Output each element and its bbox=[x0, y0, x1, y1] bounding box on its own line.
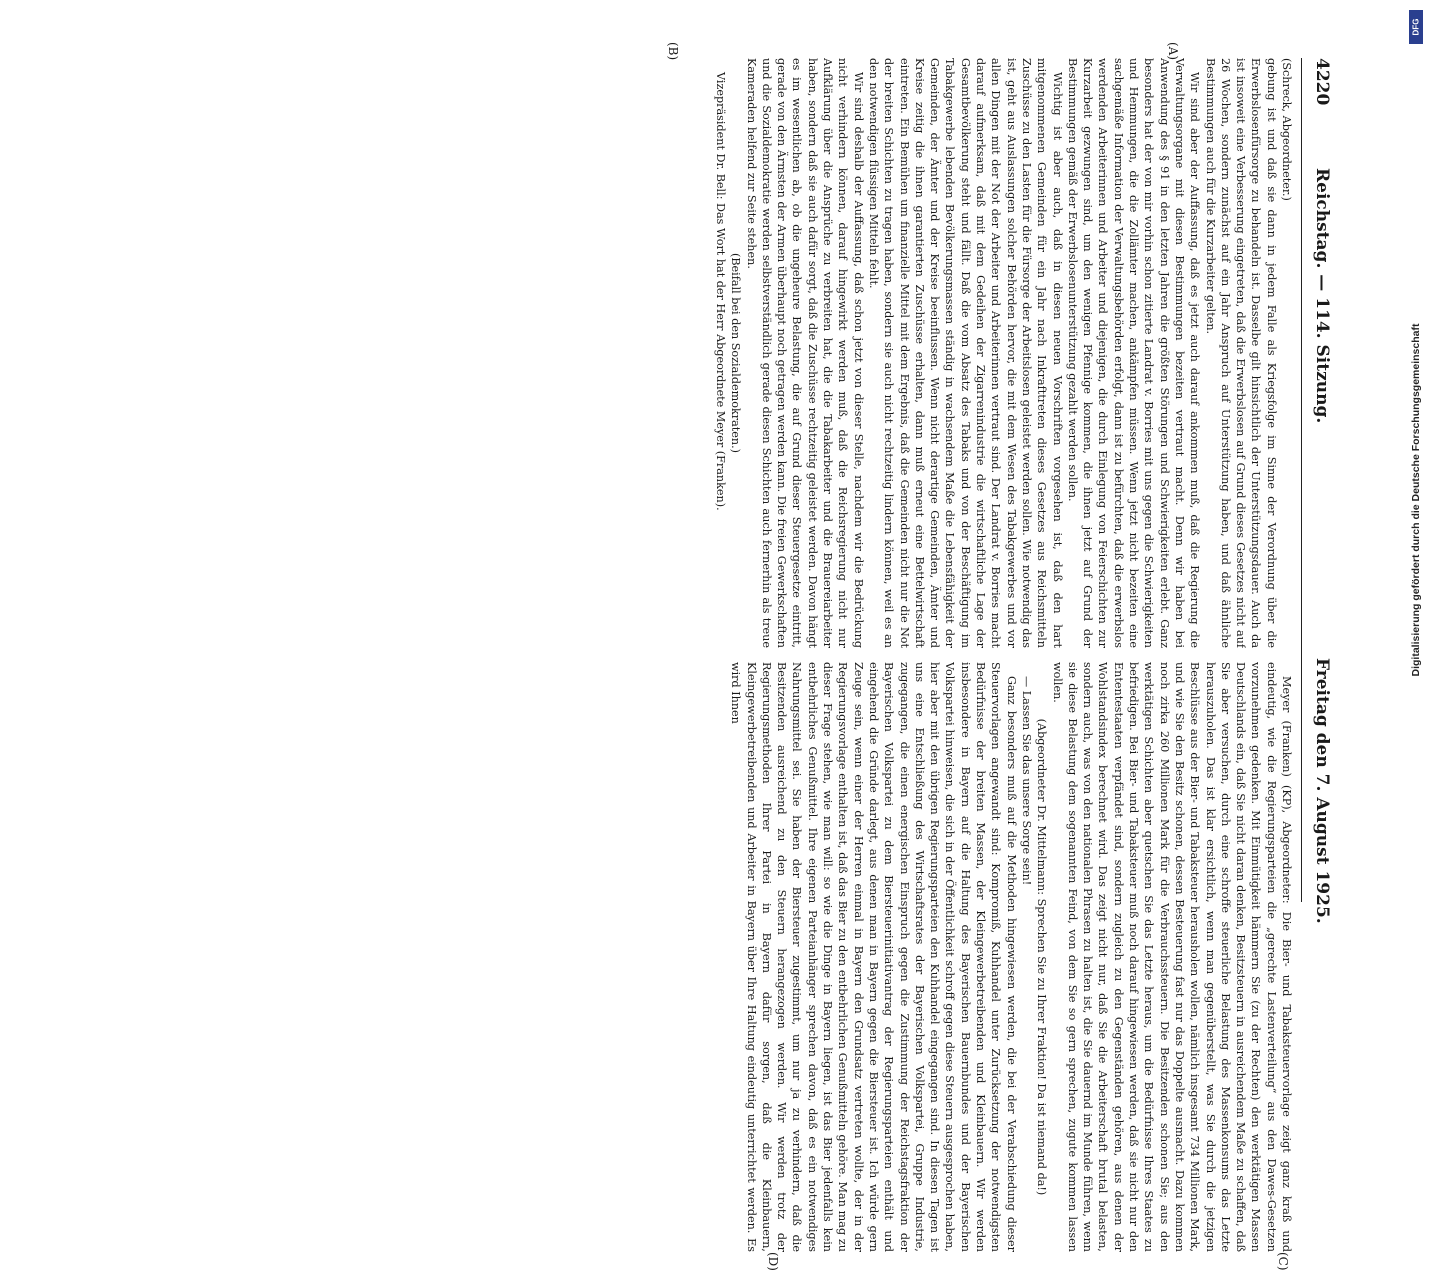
margin-marker-d: (D) bbox=[766, 1252, 780, 1271]
paragraph: Meyer (Franken) (KP), Abgeordneter: Die Bier- und Tabaksteuervorlage zeigt ganz kraß und eindeutig, wie die Regierungsparteien die „gerechte Lastenverteilung“ aus den Dawes-Gesetzen vorzunehmen gedenken. Mit Einmütigkeit hämmern Sie (zu der Rechten) den werktätigen Massen Deutschlands ein, daß Sie nicht daran denken, Besitzsteuern in ausreichendem Maße zu schaffen, daß Sie aber versuchen, durch eine schroffe steuerliche Belastung des Massenkonsums das Letzte herauszuholen. Das ist klar ersichtlich, wenn man gegenüberstellt, was Sie durch die jetzigen Beschlüsse aus der Bier- und Tabaksteuer herausholen wollen, nämlich insgesamt 734 Millionen Mark, und wie Sie den Besitz schonen, dessen Besteuerung fast nur das Doppelte ausmacht. Dazu kommen noch zirka 260 Millionen Mark für die Verbrauchssteuern. Die Besitzenden schonen Sie; aus den werktätigen Schichten aber quetschen Sie das Letzte heraus, um die Bedürfnisse Ihres Staates zu befriedigen. Bei Bier- und Tabaksteuer muß noch darauf hingewiesen werden, daß sie nicht nur den Ententestaaten verpfändet sind, sondern zugleich zu den Gegenständen gehören, aus denen der Wohlstandsindex berechnet wird. Das zeigt nicht nur, daß Sie die Arbeiterschaft brutal belasten, sondern auch, was von den nationalen Phrasen zu halten ist, die Sie dauernd im Munde führen, wenn sie diese Belastung dem sogenannten Feind, von dem Sie so gern sprechen, zugute kommen lassen wollen. bbox=[1050, 662, 1293, 1252]
interjection: (Abgeordneter Dr. Mittelmann: Sprechen Sie zu Ihrer Fraktion! Da ist niemand da!) bbox=[1035, 718, 1049, 1196]
margin-marker-c: (C) bbox=[1276, 1252, 1290, 1271]
header-rule bbox=[1301, 58, 1302, 902]
paragraph: Wir sind aber der Auffassung, daß es jetzt auch darauf ankommen muß, daß die Regierung die Verwaltungsorgane mit diesen Bestimmungen bezeiten vertraut macht. Denn wir haben bei Anwendung des § 91 in den letzten Jahren die größten Störungen und Schwierigkeiten erlebt. Ganz besonders hat der von mir vorhin schon zitierte Landrat v. Borries mit uns gegen die Schwierigkeiten und Hemmungen, die die Zollämter machen, ankämpfen müssen. Wenn jetzt nicht bezeiten eine sachgemäße Information der Verwaltungsbehörden erfolgt, dann ist zu befürchten, daß die erwerbslos werdenden Arbeiterinnen und Arbeiter und diejenigen, die durch Einlegung von Feierschichten zur Kurzarbeit gezwungen sind, um den wenigen Pfennige kommen, die ihnen jetzt auf Grund der Bestimmungen gemäß der Erwerbslosenunterstützung gezahlt werden sollen. bbox=[1065, 58, 1202, 648]
right-column bbox=[120, 662, 1294, 1252]
page-number: 4220 bbox=[1312, 58, 1332, 106]
applause-note: (Beifall bei den Sozialdemokraten.) bbox=[729, 252, 743, 454]
paragraph: Vizepräsident Dr. Bell: Das Wort hat der Herr Abgeordnete Meyer (Franken). bbox=[714, 72, 728, 511]
margin-marker-a: (A) bbox=[1166, 42, 1180, 61]
margin-marker-b: (B) bbox=[666, 42, 680, 61]
paragraph: — Lassen Sie das unsere Sorge sein! bbox=[1019, 676, 1033, 886]
digitization-credit: Digitalisierung gefördert durch die Deutsche Forschungsgemeinschaft bbox=[1410, 323, 1422, 677]
left-column bbox=[120, 58, 1294, 648]
header-title-right: Freitag den 7. August 1925. bbox=[1312, 658, 1332, 924]
rotated-page bbox=[100, 40, 1340, 1271]
paragraph: Wir sind deshalb der Auffassung, daß schon jetzt von dieser Stelle, nachdem wir die Bedrückung nicht verhindern können, darauf hingewirkt werden muß, daß die Reichsregierung nicht nur Aufklärung über die Ansprüche zu verbreiten hat, die die Tabakarbeiter und die Brauereiarbeiter haben, sondern daß sie auch dafür sorgt, daß die Zuschüsse rechtzeitig geleistet werden. Davon hängt es im wesentlichen ab, ob die ungeheure Belastung, die auf Grund dieser Steuergesetze eintritt, gerade von den Ärmsten der Armen überhaupt noch getragen werden kann. Die freien Gewerkschaften und die Sozialdemokratie werden selbstverständlich gerade diesen Schichten auch fernerhin als treue Kameraden helfend zur Seite stehen. bbox=[744, 58, 865, 648]
digitization-note bbox=[1404, 8, 1428, 992]
dfg-logo: DFG bbox=[1409, 10, 1423, 44]
paragraph: gebung ist und daß sie dann in jedem Falle als Kriegsfolge im Sinne der Verordnung über die Erwerbslosenfürsorge zu behandeln ist. Dasselbe gilt hinsichtlich der Unterstützungsdauer. Auch da ist insoweit eine Verbesserung eingetreten, daß die Erwerbslosen auf Grund dieses Gesetzes nicht auf 26 Wochen, sondern zunächst auf ein Jahr Anspruch auf Unterstützung haben, und daß ähnliche Bestimmungen auch für die Kurzarbeiter gelten. bbox=[1203, 58, 1278, 648]
paragraph: Ganz besonders muß auf die Methoden hingewiesen werden, die bei der Verabschiedung dieser Steuervorlagen angewandt sind: Kompromiß, Kuhhandel unter Zurücksetzung der notwendigsten Bedürfnisse der breiten Massen, der Kleingewerbetreibenden und Kleinbauern. Wir werden insbesondere in Bayern auf die Haltung des Bayerischen Bauernbundes und der Bayerischen Volkspartei hinweisen, die sich in der Öffentlichkeit schroff gegen diese Steuern ausgesprochen haben, hier aber mit den übrigen Regierungsparteien den Kuhhandel eingegangen sind. In diesen Tagen ist uns eine Entschließung des Wirtschaftsrates der Bayerischen Volkspartei, Gruppe Industrie, zugegangen, die einen energischen Einspruch gegen die Zustimmung der Reichstagsfraktion der Bayerischen Volkspartei zu dem Biersteuerinitiativantrag der Regierungsparteien enthält und eingehend die Gründe darlegt, aus denen man in Bayern gegen die Biersteuer ist. Ich würde gern Zeuge sein, wenn einer der Herren einmal in Bayern den Grundsatz vertreten wollte, der in der Regierungsvorlage enthalten ist, daß das Bier zu den entbehrlichen Genußmitteln gehöre. Man mag zu dieser Frage stehen, wie man will: so wie die Dinge in Bayern liegen, ist das Bier jedenfalls kein entbehrliches Genußmittel. Ihre eigenen Parteianhänger sprechen davon, daß es ein notwendiges Nahrungsmittel sei. Sie haben der Biersteuer zugestimmt, um nur ja zu verhindern, daß die Besitzenden ausreichend zu den Steuern herangezogen werden. Wir werden trotz der Regierungsmethoden Ihrer Partei in Bayern dafür sorgen, daß die Kleinbauern, Kleingewerbetreibenden und Arbeiter in Bayern über Ihre Haltung eindeutig unterrichtet werden. Es wird Ihnen bbox=[729, 662, 1018, 1252]
speaker-line: (Schreck, Abgeordneter.) bbox=[1280, 58, 1293, 201]
running-header bbox=[1306, 58, 1332, 924]
paragraph: Wichtig ist aber auch, daß in diesen neuen Vorschriften vorgesehen ist, daß den hart mitgenommenen Gemeinden für ein Jahr nach Inkrafttreten dieses Gesetzes aus Reichsmitteln Zuschüsse zu den Lasten für die Fürsorge der Arbeitslosen geleistet werden sollen. Wie notwendig das ist, geht aus Auslassungen solcher Behörden hervor, die mit dem Wesen des Tabakgewerbes und vor allen Dingen mit der Not der Arbeiter und Arbeiterinnen vertraut sind. Der Landrat v. Borries macht darauf aufmerksam, daß mit dem Gedeihen der Zigarrenindustrie die wirtschaftliche Lage der Gesamtbevölkerung steht und fällt. Daß die vom Absatz des Tabaks und von der Beschäftigung im Tabakgewerbe lebenden Bevölkerungsmassen ständig in wachsendem Maße die Lebensfähigkeit der Gemeinden, der Ämter und der Kreise beeinflussen. Wenn nicht derartige Gemeinden, Ämter und Kreise zeitig die ihnen garantierten Zuschüsse erhalten, dann muß erneut eine Bettelwirtschaft eintreten. Ein Bemühen um finanzielle Mittel mit dem Ergebnis, daß die Gemeinden nicht nur die Not der breiten Schichten zu tragen haben, sondern sie auch nicht rechtzeitig lindern können, weil es an den notwendigen flüssigen Mitteln fehlt. bbox=[866, 58, 1064, 648]
header-title-left: Reichstag. — 114. Sitzung. bbox=[1312, 168, 1332, 424]
